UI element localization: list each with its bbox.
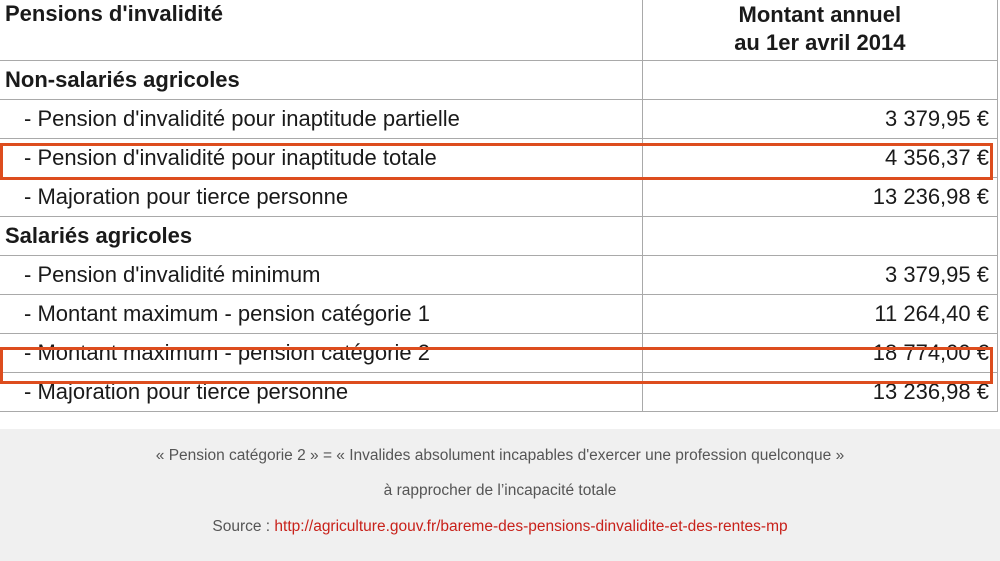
note-comparison: à rapprocher de l’incapacité totale — [383, 482, 617, 499]
source-link[interactable]: http://agriculture.gouv.fr/bareme-des-pensions-dinvalidite-et-des-rentes-mp — [274, 518, 788, 535]
row-label: - Montant maximum - pension catégorie 1 — [0, 295, 642, 334]
table-row — [0, 256, 998, 295]
table-header-row — [0, 0, 998, 61]
table-row — [0, 373, 998, 412]
table-row — [0, 334, 998, 373]
section-amount-empty — [642, 61, 997, 100]
row-label: - Pension d'invalidité minimum — [0, 256, 642, 295]
source-prefix: Source : — [212, 518, 275, 535]
section-title: Non-salariés agricoles — [0, 61, 642, 100]
table-row — [0, 100, 998, 139]
table-row — [0, 178, 998, 217]
table-row — [0, 139, 998, 178]
table-row — [0, 295, 998, 334]
row-amount: 3 379,95 € — [642, 256, 997, 295]
row-label: - Pension d'invalidité pour inaptitude partielle — [0, 100, 642, 139]
row-label: - Pension d'invalidité pour inaptitude totale — [0, 139, 642, 178]
header-amount-line1: Montant annuel — [738, 2, 902, 27]
section-row — [0, 217, 998, 256]
row-amount: 13 236,98 € — [642, 178, 997, 217]
row-label: - Majoration pour tierce personne — [0, 178, 642, 217]
row-amount: 4 356,37 € — [642, 139, 997, 178]
note-definition: « Pension catégorie 2 » = « Invalides absolument incapables d'exercer une profession quelconque » — [155, 447, 845, 464]
section-amount-empty — [642, 217, 997, 256]
header-label: Pensions d'invalidité — [0, 0, 642, 61]
row-amount: 18 774,00 € — [642, 334, 997, 373]
row-amount: 3 379,95 € — [642, 100, 997, 139]
header-amount-line2: au 1er avril 2014 — [734, 30, 906, 55]
source-line — [0, 518, 1000, 536]
row-label: - Montant maximum - pension catégorie 2 — [0, 334, 642, 373]
row-label: - Majoration pour tierce personne — [0, 373, 642, 412]
row-amount: 13 236,98 € — [642, 373, 997, 412]
section-row — [0, 61, 998, 100]
header-amount — [642, 0, 997, 61]
section-title: Salariés agricoles — [0, 217, 642, 256]
row-amount: 11 264,40 € — [642, 295, 997, 334]
